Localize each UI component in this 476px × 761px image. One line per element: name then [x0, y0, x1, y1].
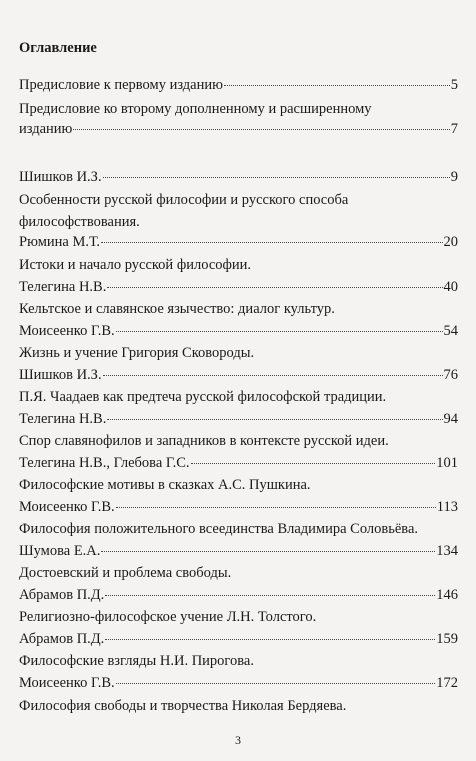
toc-entry-text: Абрамов П.Д. — [19, 631, 105, 647]
toc-entry — [19, 256, 458, 274]
toc-entry-page: 113 — [436, 499, 458, 515]
toc-entry-text: Религиозно-философское учение Л.Н. Толстого. — [19, 609, 317, 625]
toc-entry-text: Шумова Е.А. — [19, 543, 101, 559]
toc-entry-text: Особенности русской философии и русского способа — [19, 192, 349, 208]
toc-entry — [19, 564, 458, 582]
toc-entry — [19, 476, 458, 494]
toc-entry-page: 146 — [436, 587, 458, 603]
toc-heading: Оглавление — [19, 40, 97, 56]
toc-entry-text: П.Я. Чаадаев как предтеча русской философской традиции. — [19, 389, 387, 405]
toc-entry-text: Истоки и начало русской философии. — [19, 257, 252, 273]
toc-entry-text: философствования. — [19, 214, 140, 230]
toc-entry — [19, 300, 458, 318]
toc-entry-page: 40 — [443, 279, 458, 295]
toc-entry-text: Предисловие к первому изданию — [19, 77, 223, 93]
toc-entry-page: 54 — [443, 323, 458, 339]
toc-entry-text: Жизнь и учение Григория Сковороды. — [19, 345, 255, 361]
toc-entry-page: 159 — [436, 631, 458, 647]
toc-entry — [19, 586, 458, 604]
toc-entry-page: 134 — [436, 543, 458, 559]
toc-entry-text: Философские мотивы в сказках А.С. Пушкина. — [19, 477, 311, 493]
toc-entry-text: Достоевский и проблема свободы. — [19, 565, 232, 581]
toc-entry — [19, 454, 458, 472]
leader-dots — [107, 287, 442, 288]
toc-entry-text: Телегина Н.В. — [19, 411, 107, 427]
toc-entry-text: Спор славянофилов и западников в контексте русской идеи. — [19, 433, 389, 449]
toc-entry-text: изданию — [19, 121, 73, 137]
leader-dots — [103, 177, 450, 178]
leader-dots — [105, 595, 435, 596]
toc-entry — [19, 168, 458, 186]
page-number: 3 — [235, 733, 241, 747]
leader-dots — [116, 507, 436, 508]
leader-dots — [224, 85, 450, 86]
toc-entry-text: Телегина Н.В., Глебова Г.С. — [19, 455, 190, 471]
toc-entry-page: 7 — [450, 121, 458, 137]
toc-entry-text: Предисловие ко второму дополненному и расширенному — [19, 101, 372, 117]
toc-entry — [19, 366, 458, 384]
toc-entry-page: 172 — [436, 675, 458, 691]
leader-dots — [116, 331, 443, 332]
toc-entry — [19, 498, 458, 516]
toc-entry — [19, 542, 458, 560]
toc-entry-text: Шишков И.З. — [19, 367, 102, 383]
toc-entry — [19, 344, 458, 362]
toc-entry-page: 20 — [443, 234, 458, 250]
toc-entry — [19, 432, 458, 450]
toc-entry — [19, 608, 458, 626]
toc-entry — [19, 388, 458, 406]
toc-entry-page: 76 — [443, 367, 458, 383]
toc-entry — [19, 191, 458, 209]
toc-entry — [19, 100, 458, 118]
toc-entry-text: Абрамов П.Д. — [19, 587, 105, 603]
toc-entry — [19, 630, 458, 648]
toc-entry-text: Моисеенко Г.В. — [19, 323, 115, 339]
toc-entry-text: Шишков И.З. — [19, 169, 102, 185]
toc-entry-text: Философия положительного всеединства Владимира Соловьёва. — [19, 521, 419, 537]
toc-entry — [19, 322, 458, 340]
toc-entry — [19, 76, 458, 94]
toc-entry-text: Философия свободы и творчества Николая Бердяева. — [19, 698, 347, 714]
leader-dots — [105, 639, 435, 640]
leader-dots — [107, 419, 442, 420]
toc-entry — [19, 410, 458, 428]
toc-entry — [19, 213, 458, 231]
toc-entry — [19, 674, 458, 692]
toc-entry — [19, 652, 458, 670]
toc-entry — [19, 120, 458, 138]
leader-dots — [73, 129, 449, 130]
toc-entry-text: Кельтское и славянское язычество: диалог культур. — [19, 301, 335, 317]
toc-entry-text: Рюмина М.Т. — [19, 234, 101, 250]
toc-entry-page: 101 — [436, 455, 458, 471]
toc-entry — [19, 278, 458, 296]
toc-entry-page: 9 — [450, 169, 458, 185]
toc-entry-text: Телегина Н.В. — [19, 279, 107, 295]
leader-dots — [103, 375, 443, 376]
toc-entry-page: 5 — [450, 77, 458, 93]
toc-entry — [19, 520, 458, 538]
leader-dots — [116, 683, 436, 684]
toc-entry-text: Моисеенко Г.В. — [19, 499, 115, 515]
toc-entry-text: Моисеенко Г.В. — [19, 675, 115, 691]
toc-entry-page: 94 — [443, 411, 458, 427]
toc-entry — [19, 233, 458, 251]
leader-dots — [101, 551, 435, 552]
leader-dots — [191, 463, 436, 464]
leader-dots — [101, 242, 442, 243]
toc-entry — [19, 697, 458, 715]
toc-entry-text: Философские взгляды Н.И. Пирогова. — [19, 653, 254, 669]
